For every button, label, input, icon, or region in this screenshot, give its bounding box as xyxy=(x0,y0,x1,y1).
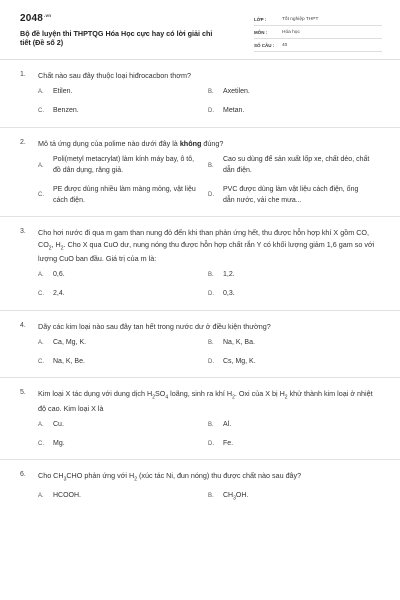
question-6 xyxy=(0,460,400,512)
option-d[interactable]: D. Cs, Mg, K. xyxy=(208,357,256,365)
option-b[interactable]: B. $CH_3OH$. xyxy=(208,491,249,502)
option-d[interactable]: D. 0,3. xyxy=(208,289,235,297)
question-number: 1. xyxy=(20,71,26,78)
question-text: Mô tả ứng dụng của polime nào dưới đây là không đúng? xyxy=(38,138,224,148)
page-header xyxy=(0,0,400,60)
option-c[interactable]: C. 2,4. xyxy=(38,289,65,297)
question-text: Kim loại X tác dụng với dung dịch $H_2SO_4$ loãng, sinh ra khí $H_2$. Oxi của X bị $H_2$ khử thành kim loại ở nhiệt độ cao. Kim loại X là xyxy=(38,389,373,413)
question-4 xyxy=(0,311,400,379)
question-text: Cho hơi nước đi qua m gam than nung đỏ đến khi than phản ứng hết, thu được hỗn hợp khí X gồm CO, $CO_2$, $H_2$. Cho X qua CuO dư, nung nóng thu được hỗn hợp chất rắn Y có khối lượng giảm 1,6 gam so với lượng CuO ban đầu. Giá trị của m là: xyxy=(38,228,375,263)
question-number: 2. xyxy=(20,138,26,146)
option-c[interactable]: C. Benzen. xyxy=(38,107,79,114)
option-b[interactable]: B. 1,2. xyxy=(208,270,235,278)
meta-row-subject: MÔN : Hóa học xyxy=(254,26,382,39)
option-b[interactable]: B. Na, K, Ba. xyxy=(208,338,255,346)
document-title: Bộ đề luyện thi THPTQG Hóa Học cực hay có lời giải chi tiết (Đề số 2) xyxy=(20,28,213,48)
question-number: 5. xyxy=(20,389,26,397)
question-text: Cho $CH_3CHO$ phản ứng với $H_2$ (xúc tác Ni, đun nóng) thu được chất nào sau đây? xyxy=(38,471,302,483)
option-a[interactable]: A. 0,6. xyxy=(38,270,65,278)
question-1 xyxy=(0,60,400,128)
option-a[interactable]: A. Cu. xyxy=(38,420,64,428)
option-a[interactable]: A. Etilen. xyxy=(38,88,73,96)
question-2 xyxy=(0,128,400,218)
question-5 xyxy=(0,378,400,460)
option-b[interactable]: B. Axetilen. xyxy=(208,88,250,96)
option-c[interactable]: C. Mg. xyxy=(38,439,65,447)
question-3 xyxy=(0,217,400,310)
option-a[interactable]: A. HCOOH. xyxy=(38,491,81,499)
option-b[interactable]: B. Cao su dùng để sản xuất lốp xe, chất dẻo, chất dẫn điện. xyxy=(208,156,370,174)
document-meta xyxy=(254,13,382,52)
option-a[interactable]: A. Ca, Mg, K. xyxy=(38,338,87,346)
option-d[interactable]: D. Metan. xyxy=(208,107,245,114)
meta-row-count: SỐ CÂU : 40 xyxy=(254,39,382,52)
question-number: 4. xyxy=(20,321,26,329)
question-number: 6. xyxy=(20,471,26,479)
option-c[interactable]: C. Na, K, Be. xyxy=(38,357,85,365)
meta-row-class: LỚP : Tốt nghiệp THPT xyxy=(254,13,382,26)
site-logo[interactable]: $2048^{.vn}$ xyxy=(20,12,52,24)
question-number: 3. xyxy=(20,228,26,236)
option-d[interactable]: D. Fe. xyxy=(208,439,234,447)
question-text: Chất nào sau đây thuộc loại hiđrocacbon thơm? xyxy=(38,71,191,80)
option-d[interactable]: D. PVC được dùng làm vật liệu cách điện, ống dẫn nước, vải che mưa... xyxy=(208,185,359,204)
option-c[interactable]: C. PE được dùng nhiều làm màng mỏng, vật liệu cách điện. xyxy=(38,185,196,204)
option-b[interactable]: B. Al. xyxy=(208,420,232,428)
question-text: Dãy các kim loại nào sau đây tan hết trong nước dư ở điều kiện thường? xyxy=(38,321,271,331)
option-a[interactable]: A. Poli(metyl metacrylat) làm kính máy bay, ô tô, đồ dân dụng, răng giả. xyxy=(38,156,195,174)
